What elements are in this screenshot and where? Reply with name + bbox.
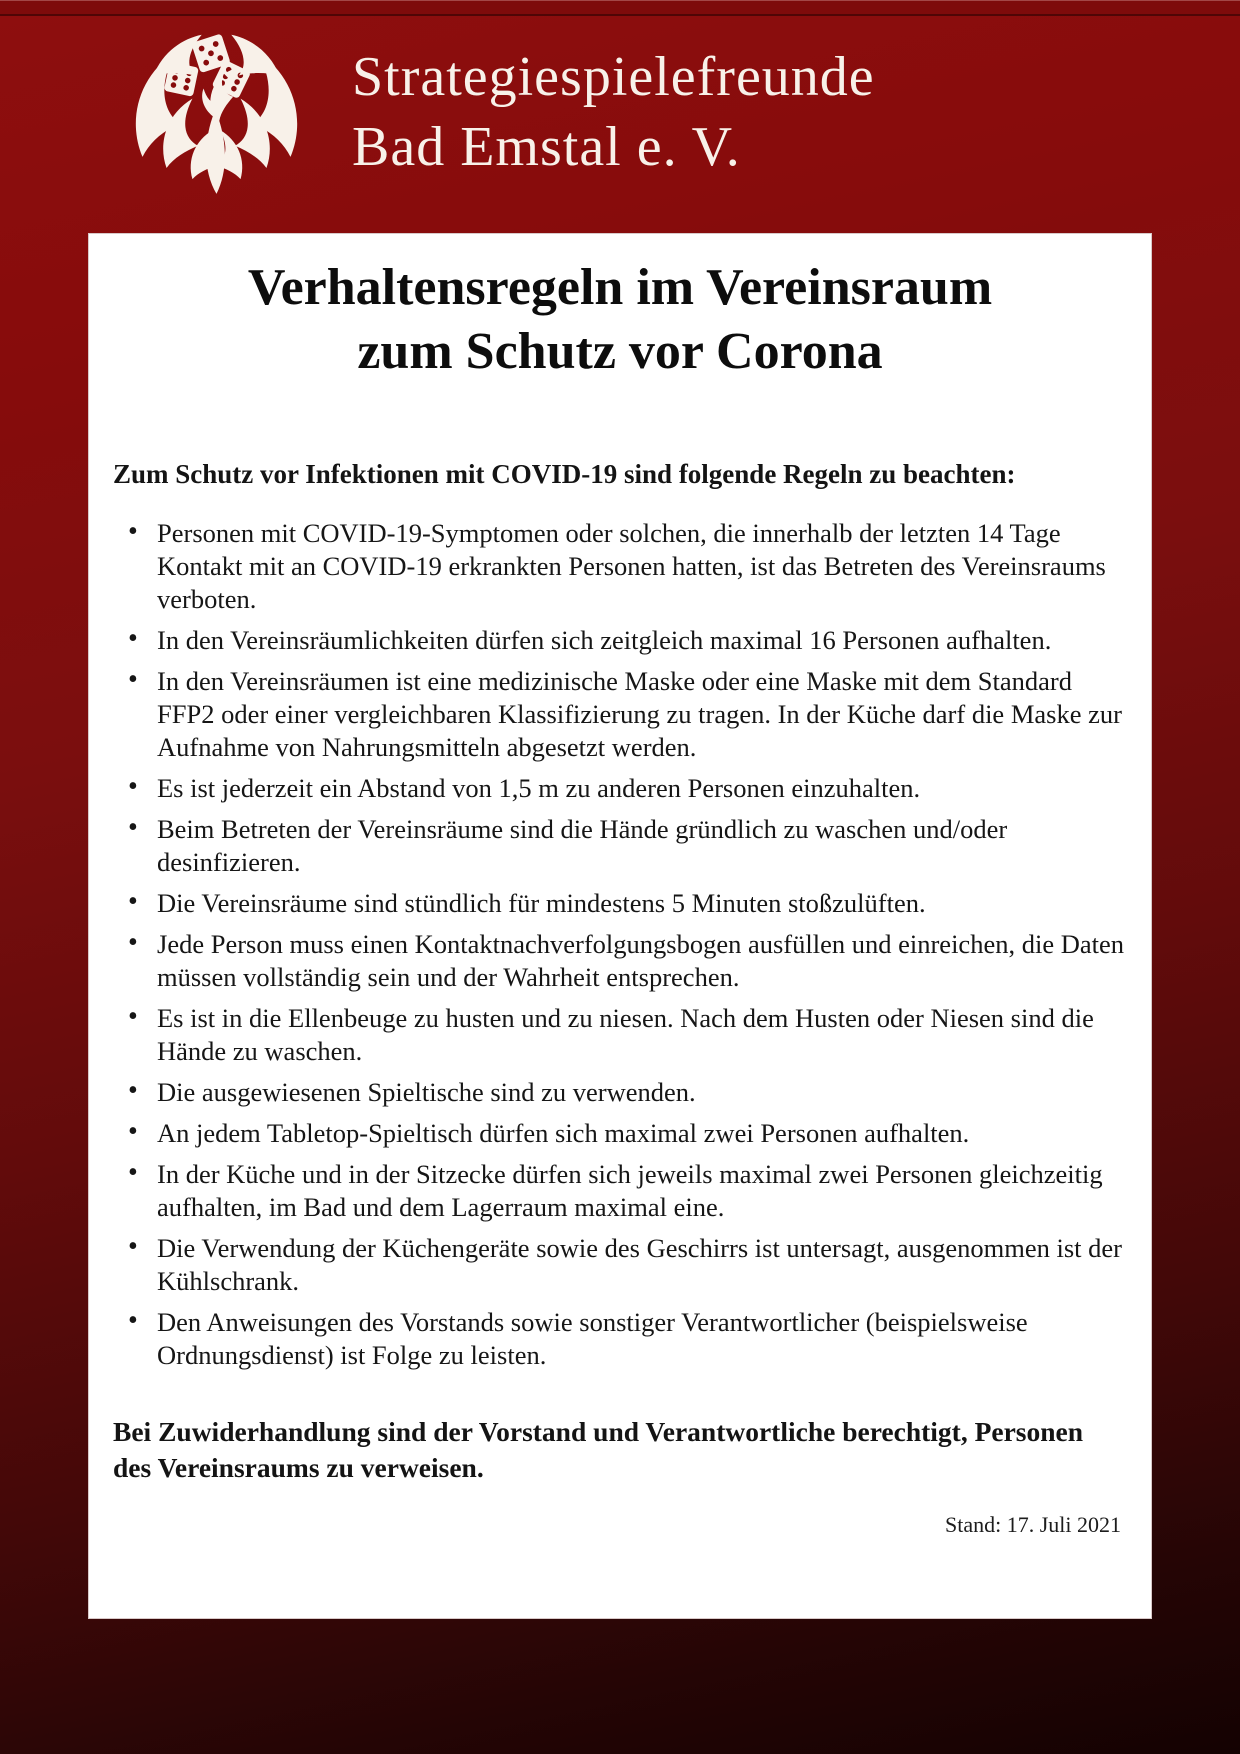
org-name-line2: Bad Emstal e. V. xyxy=(352,116,741,178)
org-name xyxy=(352,42,875,182)
rule-item: • In der Küche und in der Sitzecke dürfen sich jeweils maximal zwei Personen gleichzeitig aufhalten, im Bad und dem Lagerraum maximal eine. xyxy=(113,1158,1127,1224)
rule-item: • Personen mit COVID-19-Symptomen oder solchen, die innerhalb der letzten 14 Tage Kontakt mit an COVID-19 erkrankten Personen hatten, ist das Betreten des Vereinsraums verboten. xyxy=(113,517,1127,616)
rule-item: • Die Verwendung der Küchengeräte sowie des Geschirrs ist untersagt, ausgenommen ist der Kühlschrank. xyxy=(113,1232,1127,1298)
phoenix-with-dice-icon xyxy=(113,20,320,205)
rule-item: • In den Vereinsräumen ist eine medizinische Maske oder eine Maske mit dem Standard FFP2 oder einer vergleichbaren Klassifizierung zu tragen. In der Küche darf die Maske zur Aufnahme von Nahrungsmitteln abgesetzt werden. xyxy=(113,665,1127,764)
poster-title xyxy=(113,256,1127,384)
rule-item: • An jedem Tabletop-Spieltisch dürfen sich maximal zwei Personen aufhalten. xyxy=(113,1117,1127,1150)
rule-item: • Die Vereinsräume sind stündlich für mindestens 5 Minuten stoßzulüften. xyxy=(113,887,1127,920)
poster-panel xyxy=(88,233,1152,1619)
rule-item: • Den Anweisungen des Vorstands sowie sonstiger Verantwortlicher (beispielsweise Ordnungsdienst) ist Folge zu leisten. xyxy=(113,1306,1127,1372)
club-header xyxy=(0,0,1240,215)
intro-text: Zum Schutz vor Infektionen mit COVID-19 sind folgende Regeln zu beachten: xyxy=(113,459,1016,489)
rule-item: • Es ist in die Ellenbeuge zu husten und zu niesen. Nach dem Husten oder Niesen sind die Hände zu waschen. xyxy=(113,1002,1127,1068)
date-note: Stand: 17. Juli 2021 xyxy=(944,1512,1121,1537)
rule-item: • Jede Person muss einen Kontaktnachverfolgungsbogen ausfüllen und einreichen, die Daten müssen vollständig sein und der Wahrheit entsprechen. xyxy=(113,928,1127,994)
warning-text: Bei Zuwiderhandlung sind der Vorstand und Verantwortliche berechtigt, Personen des Vereinsraums zu verweisen. xyxy=(113,1416,1084,1483)
rules-list xyxy=(113,517,1127,1372)
poster-title-line2: zum Schutz vor Corona xyxy=(357,323,883,380)
rule-item: • In den Vereinsräumlichkeiten dürfen sich zeitgleich maximal 16 Personen aufhalten. xyxy=(113,624,1127,657)
rule-item: • Die ausgewiesenen Spieltische sind zu verwenden. xyxy=(113,1076,1127,1109)
rule-item: • Beim Betreten der Vereinsräume sind die Hände gründlich zu waschen und/oder desinfizieren. xyxy=(113,813,1127,879)
rule-item: • Es ist jederzeit ein Abstand von 1,5 m zu anderen Personen einzuhalten. xyxy=(113,772,1127,805)
org-name-line1: Strategiespielefreunde xyxy=(352,46,875,108)
poster-title-line1: Verhaltensregeln im Vereinsraum xyxy=(247,259,993,316)
